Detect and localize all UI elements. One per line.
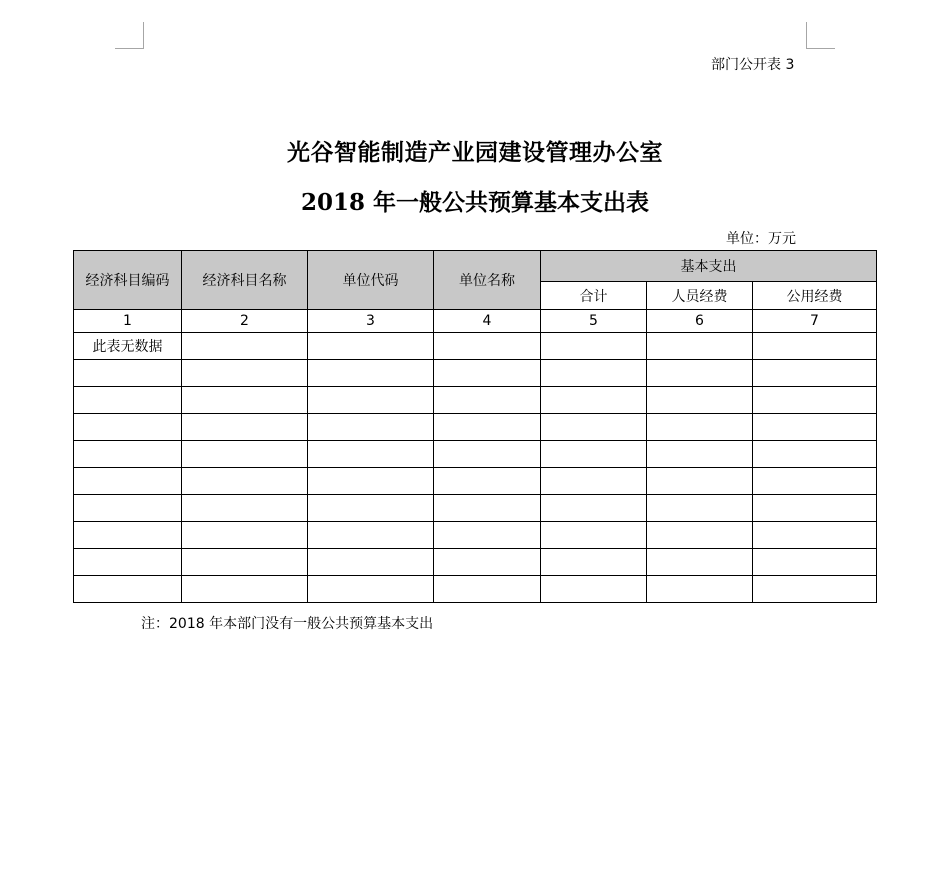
table-cell: [434, 549, 541, 576]
table-cell: [182, 549, 308, 576]
table-row: [74, 576, 877, 603]
table-cell: [753, 495, 877, 522]
table-cell: [647, 387, 753, 414]
table-cell: [434, 495, 541, 522]
table-cell: [74, 360, 182, 387]
table-row: [74, 414, 877, 441]
header-total: 合计: [541, 282, 647, 310]
table-cell: [753, 468, 877, 495]
table-cell: [753, 522, 877, 549]
document-title: 光谷智能制造产业园建设管理办公室: [287, 139, 663, 166]
footnote: 注：2018 年本部门没有一般公共预算基本支出: [141, 616, 434, 632]
table-cell: [434, 441, 541, 468]
table-cell: [647, 549, 753, 576]
table-cell: [74, 522, 182, 549]
table-title: 2018 年一般公共预算基本支出表: [300, 189, 650, 216]
header-basic-expenditure: 基本支出: [541, 251, 877, 282]
table-cell: [434, 414, 541, 441]
table-cell: [182, 576, 308, 603]
table-cell: [753, 576, 877, 603]
table-row: [74, 549, 877, 576]
table-cell: [308, 387, 434, 414]
table-cell: [541, 576, 647, 603]
table-cell: [182, 333, 308, 360]
column-number: 1: [74, 310, 182, 333]
header-unit-code: 单位代码: [308, 251, 434, 310]
table-cell: [541, 522, 647, 549]
column-number: 3: [308, 310, 434, 333]
table-cell: [182, 387, 308, 414]
column-number: 6: [647, 310, 753, 333]
table-cell: [74, 414, 182, 441]
table-cell: [647, 576, 753, 603]
header-personnel: 人员经费: [647, 282, 753, 310]
table-cell: [74, 441, 182, 468]
table-cell: [308, 441, 434, 468]
table-cell: [753, 333, 877, 360]
table-row: [74, 333, 877, 360]
header-public: 公用经费: [753, 282, 877, 310]
table-cell: [541, 360, 647, 387]
table-cell: [434, 522, 541, 549]
unit-label: 单位：万元: [726, 231, 796, 247]
table-row: [74, 360, 877, 387]
table-cell: [74, 468, 182, 495]
table-cell: [182, 441, 308, 468]
table-cell: [434, 576, 541, 603]
table-cell: [541, 387, 647, 414]
table-cell: [541, 495, 647, 522]
table-cell: [647, 414, 753, 441]
table-cell: [308, 333, 434, 360]
table-cell: [647, 522, 753, 549]
header-unit-name: 单位名称: [434, 251, 541, 310]
table-cell: [308, 414, 434, 441]
table-cell: [647, 360, 753, 387]
table-cell: [182, 495, 308, 522]
table-cell: [74, 387, 182, 414]
no-data-text: 此表无数据: [74, 333, 182, 360]
table-cell: [647, 333, 753, 360]
table-cell: [541, 333, 647, 360]
table-row: [74, 387, 877, 414]
column-number-row: [74, 310, 877, 333]
column-number: 7: [753, 310, 877, 333]
table-cell: [647, 441, 753, 468]
table-cell: [308, 468, 434, 495]
table-cell: [434, 360, 541, 387]
table-row: [74, 495, 877, 522]
form-number: 部门公开表 3: [711, 57, 795, 73]
table-cell: [308, 360, 434, 387]
table-cell: [74, 549, 182, 576]
table-cell: [434, 333, 541, 360]
table-cell: [541, 549, 647, 576]
table-cell: [434, 468, 541, 495]
table-cell: [753, 360, 877, 387]
table-cell: [434, 387, 541, 414]
table-cell: [182, 360, 308, 387]
table-cell: [74, 495, 182, 522]
column-number: 2: [182, 310, 308, 333]
table-cell: [753, 414, 877, 441]
table-row: [74, 468, 877, 495]
table-cell: [74, 576, 182, 603]
table-cell: [753, 441, 877, 468]
table-cell: [541, 414, 647, 441]
table-cell: [753, 549, 877, 576]
page-corner-mark-right: [806, 22, 835, 49]
table-cell: [541, 441, 647, 468]
header-row-1: [74, 251, 877, 282]
table-cell: [308, 495, 434, 522]
table-cell: [182, 468, 308, 495]
table-cell: [182, 414, 308, 441]
header-name: 经济科目名称: [182, 251, 308, 310]
table-cell: [182, 522, 308, 549]
table-cell: [753, 387, 877, 414]
column-number: 5: [541, 310, 647, 333]
budget-table: [73, 250, 877, 603]
table-cell: [308, 576, 434, 603]
table-cell: [647, 495, 753, 522]
table-row: [74, 441, 877, 468]
table-cell: [308, 549, 434, 576]
table-cell: [541, 468, 647, 495]
header-code: 经济科目编码: [74, 251, 182, 310]
table-cell: [308, 522, 434, 549]
column-number: 4: [434, 310, 541, 333]
table-row: [74, 522, 877, 549]
table-cell: [647, 468, 753, 495]
page-corner-mark-left: [115, 22, 144, 49]
